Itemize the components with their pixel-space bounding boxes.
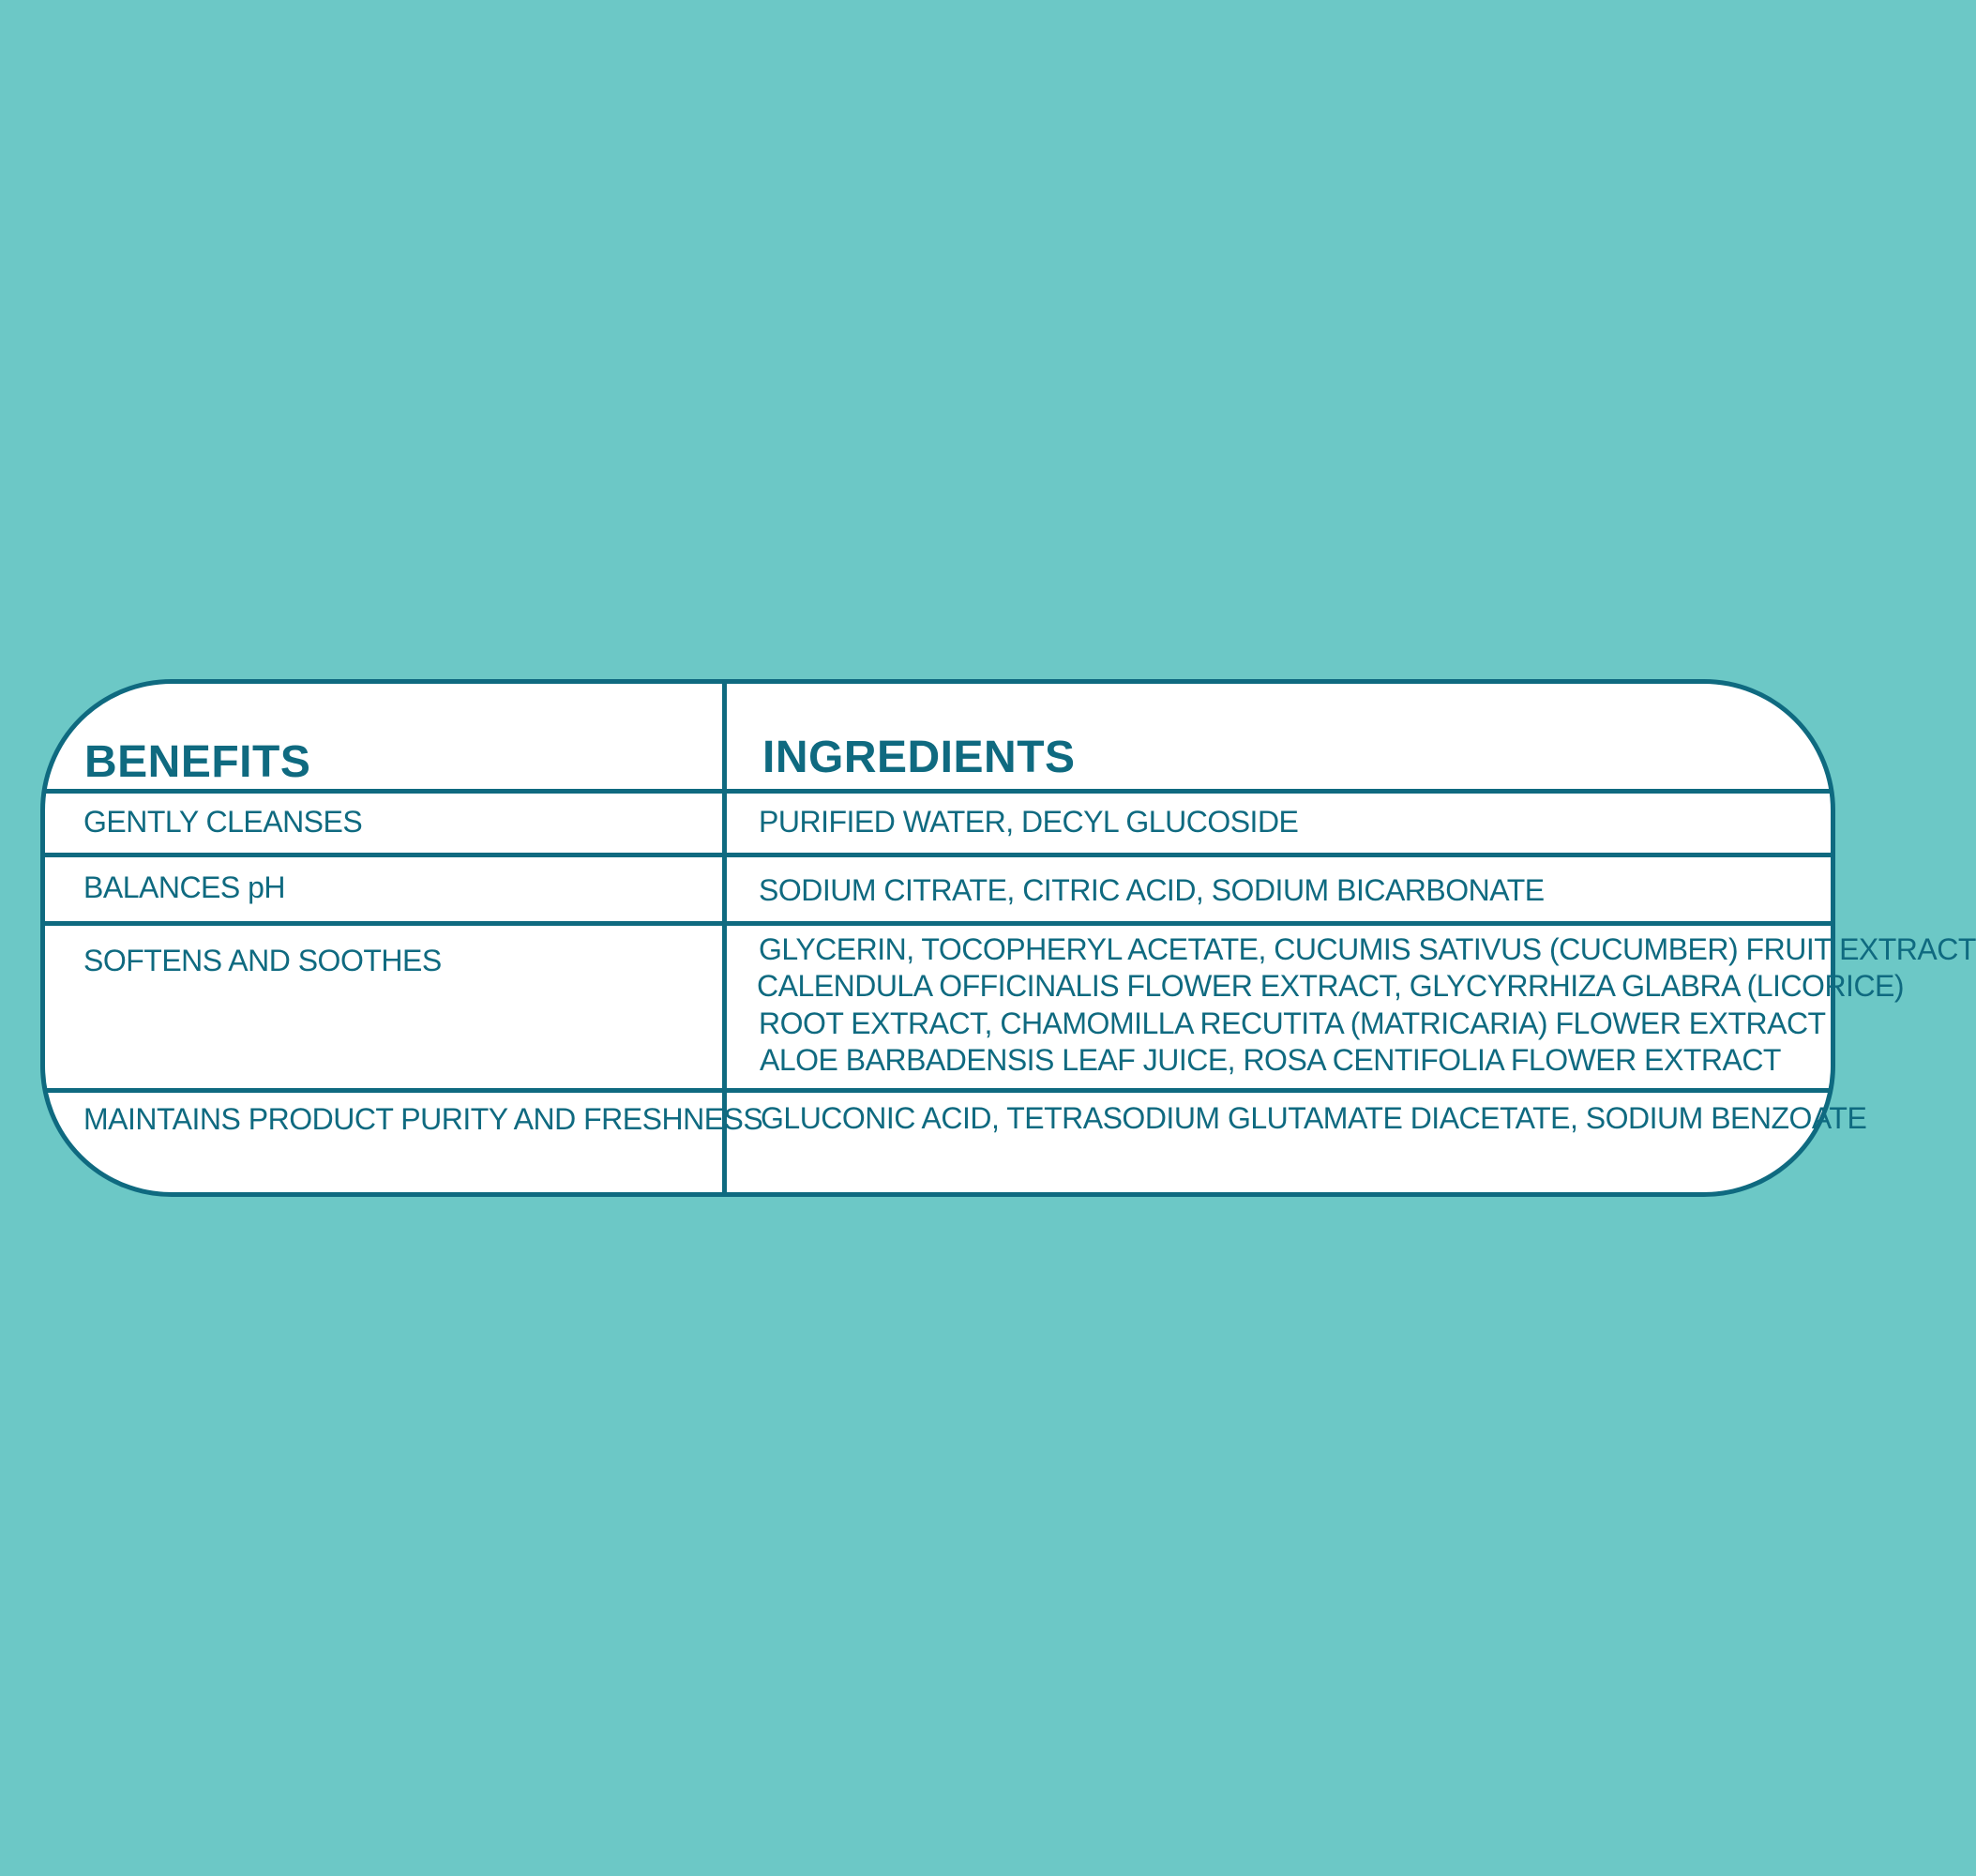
ingredients-line: ALOE BARBADENSIS LEAF JUICE, ROSA CENTIFOLIA FLOWER EXTRACT (760, 1043, 1781, 1077)
ingredients-cell: PURIFIED WATER, DECYL GLUCOSIDE (759, 805, 1299, 839)
benefit-cell: BALANCES pH (83, 870, 286, 904)
ingredients-cell: SODIUM CITRATE, CITRIC ACID, SODIUM BICARBONATE (759, 873, 1545, 907)
ingredients-header: INGREDIENTS (762, 733, 1076, 782)
ingredients-line: ROOT EXTRACT, CHAMOMILLA RECUTITA (MATRICARIA) FLOWER EXTRACT (759, 1006, 1826, 1040)
benefits-header: BENEFITS (84, 737, 311, 787)
row-divider (45, 853, 1831, 857)
row-divider (45, 921, 1831, 926)
benefit-cell: SOFTENS AND SOOTHES (83, 944, 442, 977)
benefit-cell: GENTLY CLEANSES (83, 805, 363, 839)
ingredients-line: GLYCERIN, TOCOPHERYL ACETATE, CUCUMIS SATIVUS (CUCUMBER) FRUIT EXTRACT (759, 932, 1976, 966)
header-divider (45, 789, 1831, 794)
ingredients-line: CALENDULA OFFICINALIS FLOWER EXTRACT, GLYCYRRHIZA GLABRA (LICORICE) (757, 969, 1905, 1003)
ingredients-cell: GLUCONIC ACID, TETRASODIUM GLUTAMATE DIACETATE, SODIUM BENZOATE (761, 1101, 1867, 1135)
benefit-cell: MAINTAINS PRODUCT PURITY AND FRESHNESS (83, 1102, 763, 1136)
row-divider (45, 1088, 1831, 1093)
benefits-ingredients-table (40, 679, 1976, 1197)
